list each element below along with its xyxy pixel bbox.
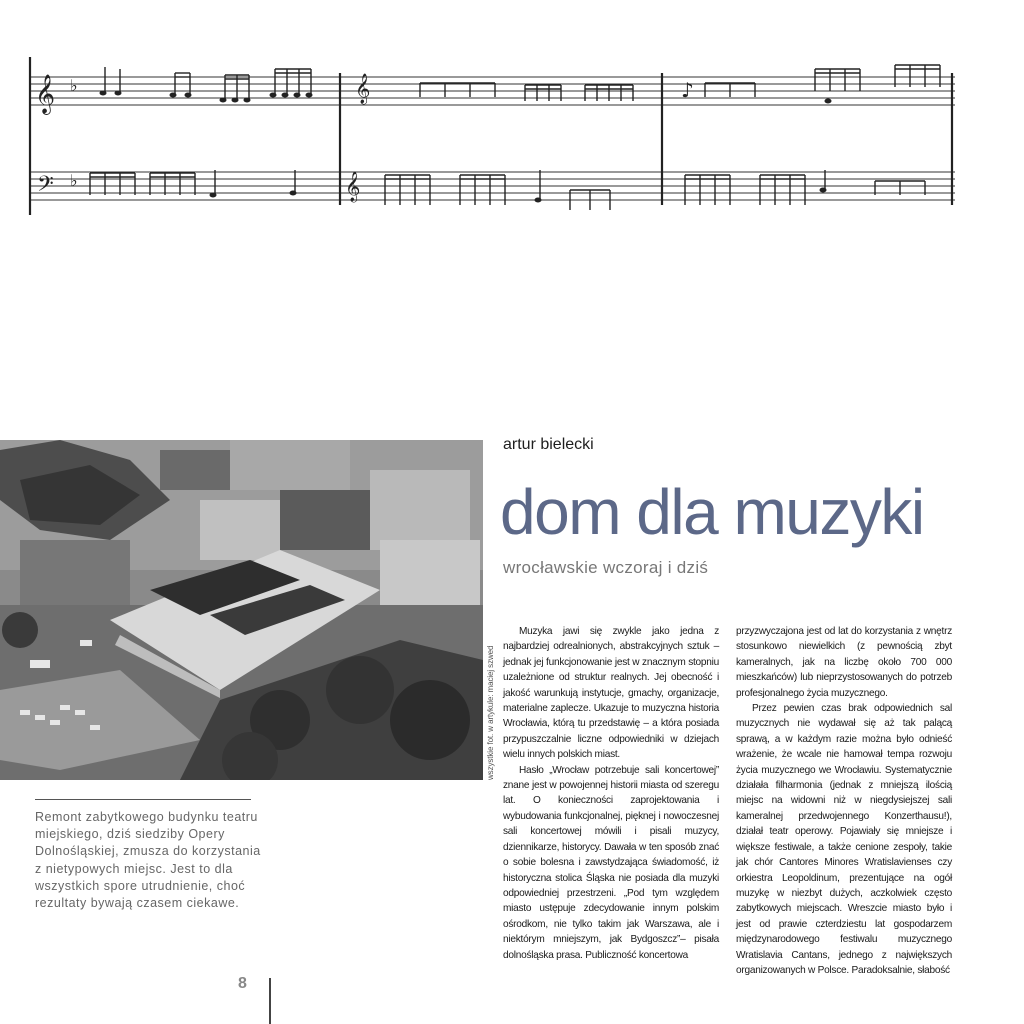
body-column-1 xyxy=(503,624,719,963)
body-column-2 xyxy=(736,624,952,978)
article-author: artur bielecki xyxy=(503,436,594,453)
paragraph: Przez pewien czas brak odpowiednich sal muzycznych nie wydawał się aż tak palącą sprawą, a w każdym razie można było odnieść wrażenie, że wcale nie hamował tempa rozwoju życia muzycznego we Wrocławiu. Systematycznie działała filharmonia (jednak z mniejszą ilością miejsc na widowni niż w niegdysiejszej sali kameralnej przedwojennego Konzerthausu!), działał teatr operowy. Pojawiały się mniejsze i większe festiwale, a także cenione zespoły, takie jak chór Cantores Minores Wratislavienses czy orkiestra Leopoldinum, prezentujące na ogół muzykę w niezbyt dużych, aczkolwiek często zabytkowych miejscach. Wreszcie miasto było i jest od prawie czterdziestu lat gospodarzem międzynarodowego festiwalu muzycznego Wratislavia Cantans, jednego z największych organizowanych w Polsce. Paradoksalnie, słabość xyxy=(736,703,952,976)
article-subtitle: wrocławskie wczoraj i dziś xyxy=(503,558,709,577)
paragraph: przyzwyczajona jest od lat do korzystania z wnętrz stosunkowo niewielkich (z pewnością zbyt kameralnych, jak na liczbę około 700 000 mieszkańców) lub nieprzystosowanych do potrzeb profesjonalnego życia muzycznego. xyxy=(736,626,952,699)
page-number: 8 xyxy=(238,975,247,992)
svg-text:♭: ♭ xyxy=(70,78,78,95)
photo-caption: Remont zabytkowego budynku teatru miejskiego, dziś siedziby Opery Dolnośląskiej, zmusza do korzystania z nietypowych miejsc. Jest to dla wszystkich spore utrudnienie, choć rezultaty bywają czasem ciekawe. xyxy=(35,810,261,911)
page-number-divider xyxy=(269,978,271,1024)
paragraph: Hasło „Wrocław potrzebuje sali koncertowej” znane jest w powojennej historii miasta od szeregu lat. O konieczności zaprojektowania i wybudowania funkcjonalnej, pięknej i nowoczesnej sali koncertowej mówili i pisali muzycy, dziennikarze, historycy. Dawała w ten sposób znać o sobie bolesna i zawstydzająca świadomość, iż historyczna stolica Śląska nie posiada dla muzyki odpowiedniej przestrzeni. „Pod tym względem miasto ustępuje zdecydowanie innym polskim ośrodkom, nie tylko takim jak Warszawa, ale i niektórym mniejszym, jak Bydgoszcz”– pisała dolnośląska prasa. Publiczność koncertowa xyxy=(503,764,719,961)
svg-text:♭: ♭ xyxy=(70,173,78,190)
music-score xyxy=(25,45,960,235)
svg-text:♪: ♪ xyxy=(681,78,694,102)
photo-credit: wszystkie fot. w artykule: maciej szwed xyxy=(486,645,495,780)
aerial-photo-opera-house xyxy=(0,440,483,780)
caption-divider xyxy=(35,799,251,800)
svg-text:𝄞: 𝄞 xyxy=(35,74,56,114)
svg-text:𝄢: 𝄢 xyxy=(37,172,54,202)
svg-text:𝄞: 𝄞 xyxy=(345,172,361,202)
svg-text:𝄞: 𝄞 xyxy=(355,74,371,104)
article-title: dom dla muzyki xyxy=(500,476,924,548)
paragraph: Muzyka jawi się zwykle jako jedna z najbardziej odrealnionych, abstrakcyjnych sztuk – jednak jej funkcjonowanie jest w znacznym stopniu uzależnione od struktur realnych. Jej obecność i jakość warunkują instytucje, gmachy, organizacje, materialne zaplecze. Ukazuje to muzyczna historia Wrocławia, którą tu przedstawię – a która posiada przypuszczalnie liczne odpowiedniki w dziejach wielu innych polskich miast. xyxy=(503,626,719,761)
